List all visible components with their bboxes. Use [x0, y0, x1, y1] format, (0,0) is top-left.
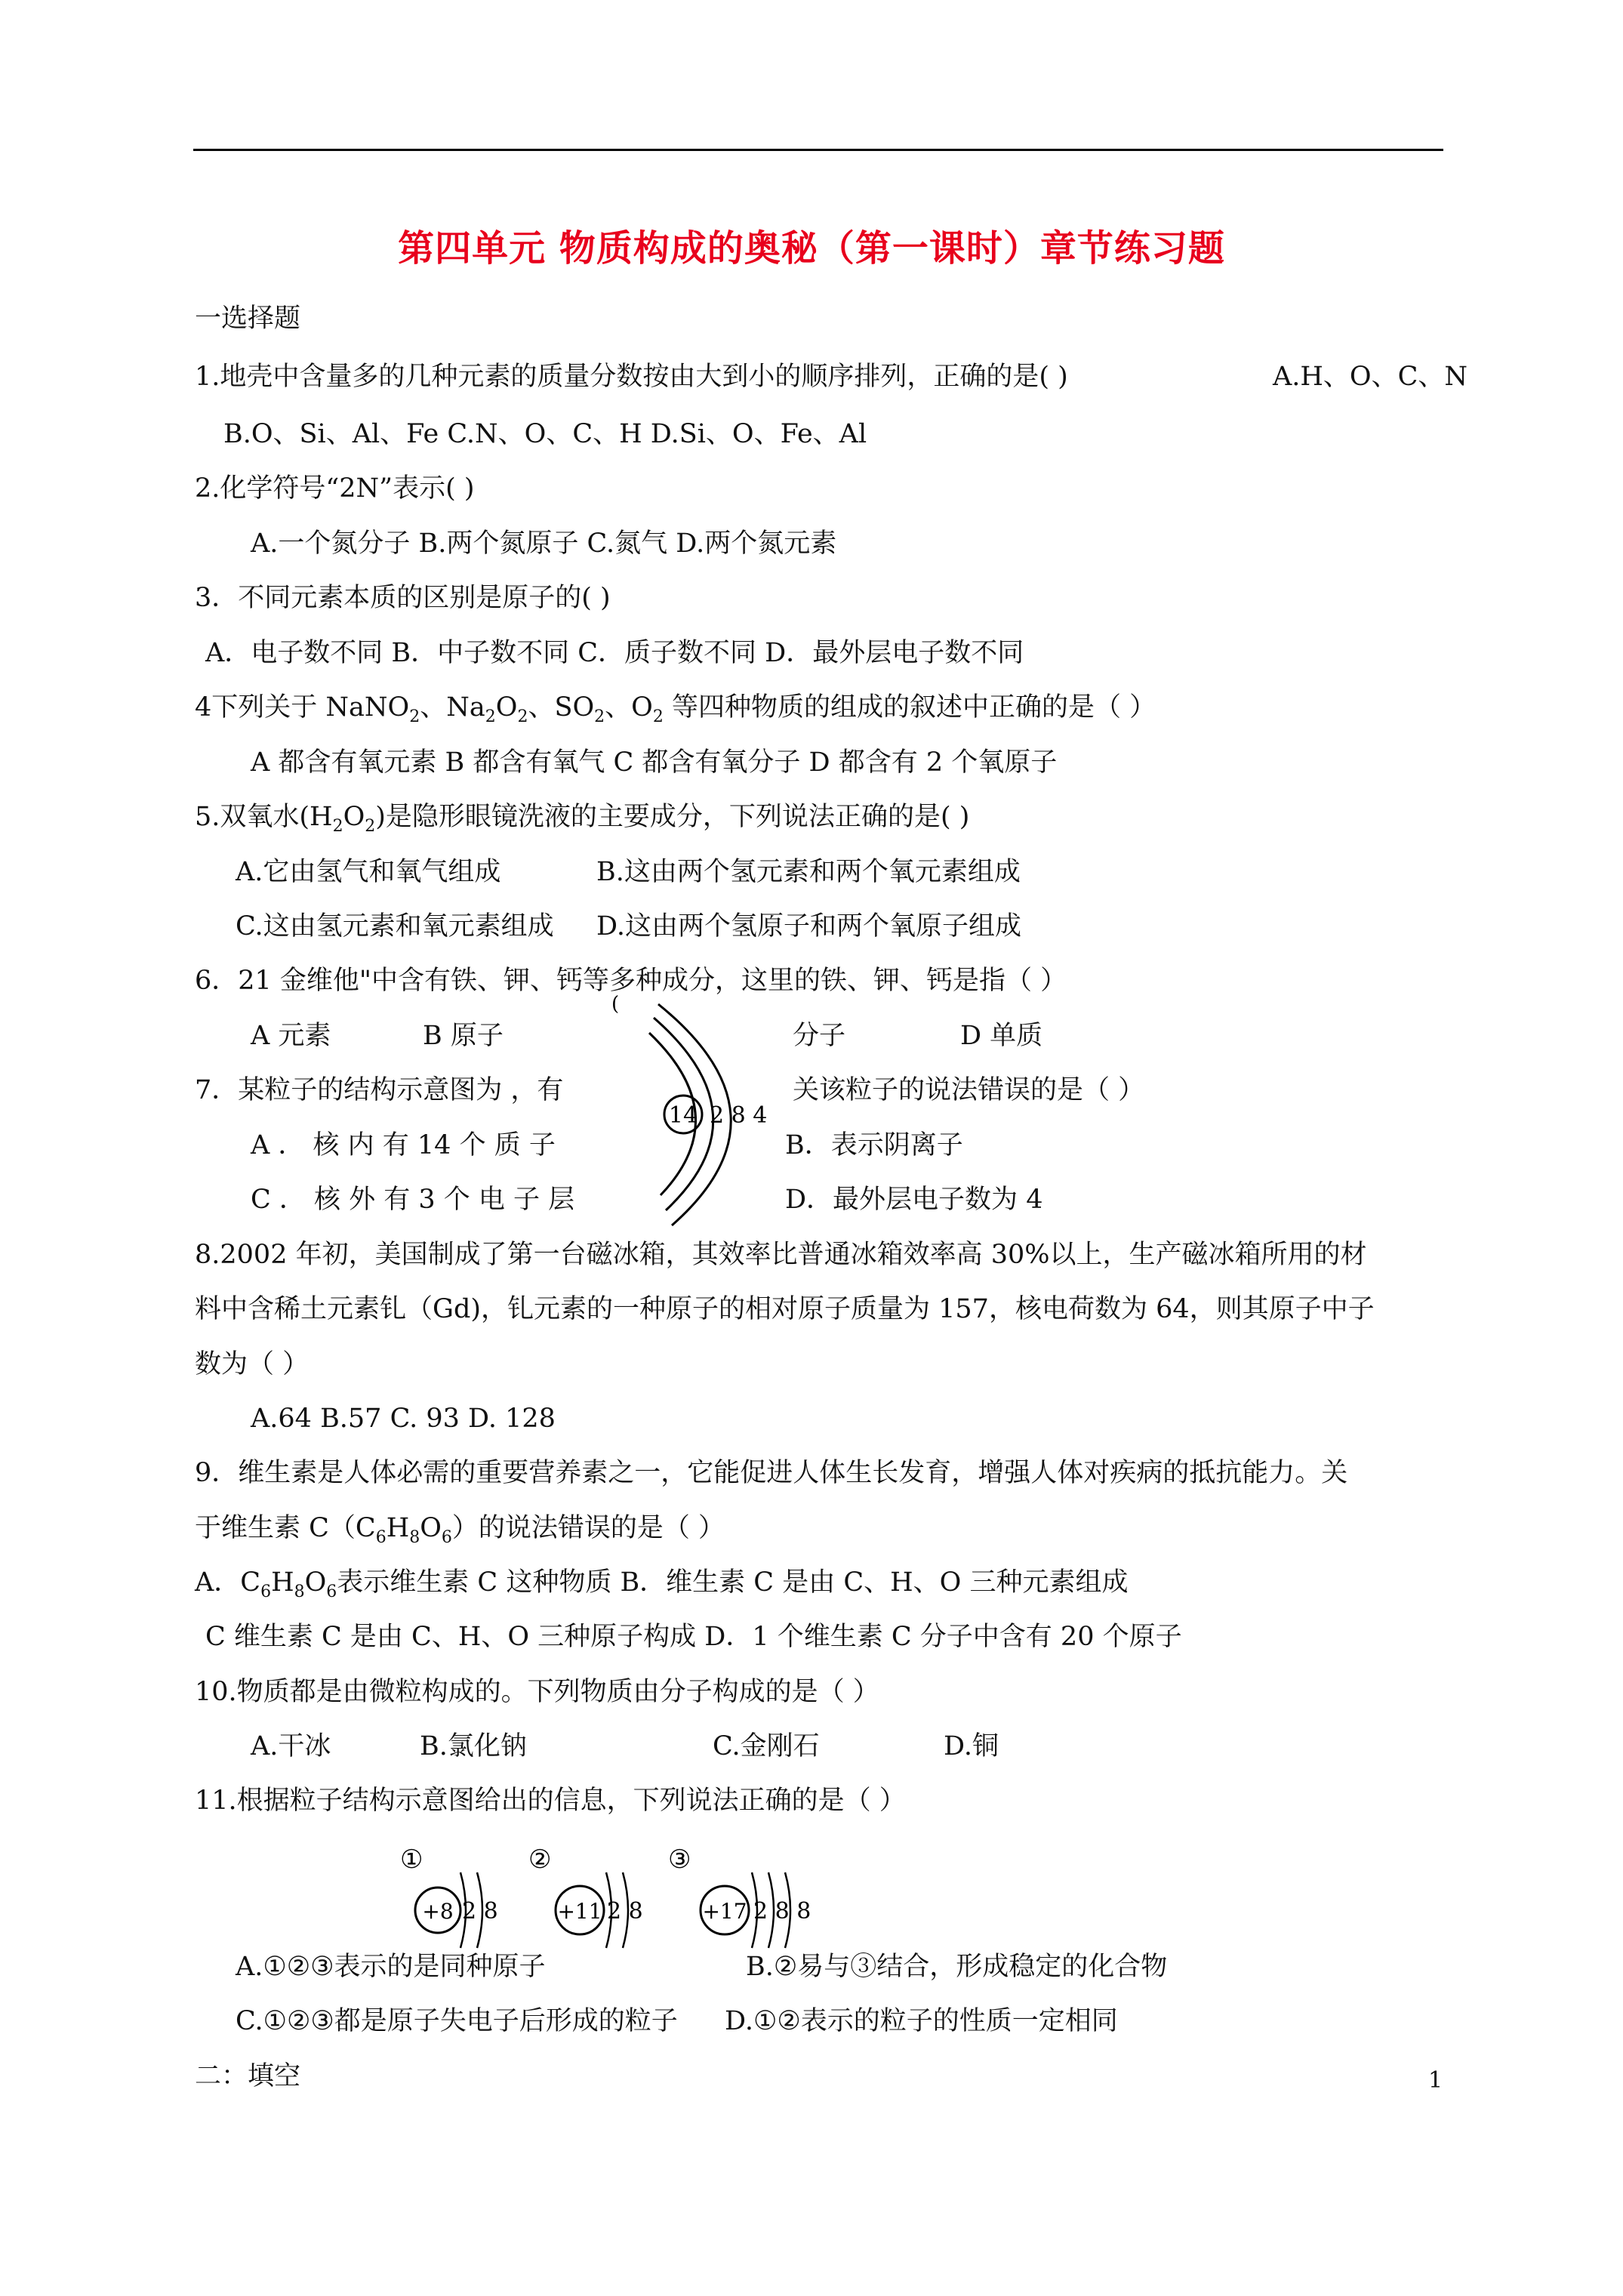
q10-option-d: D.铜	[944, 1731, 999, 1761]
q5-option-b: B.这由两个氢元素和两个氧元素组成	[596, 857, 1021, 887]
q3-stem: 3．不同元素本质的区别是原子的( )	[195, 583, 611, 613]
q8-line-1: 8.2002 年初，美国制成了第一台磁冰箱，其效率比普通冰箱效率高 30%以上，生产磁冰箱所用的材	[195, 1240, 1367, 1270]
q7-option-b: B．表示阴离子	[785, 1130, 963, 1160]
header-rule	[193, 149, 1443, 151]
q11-option-c: C.①②③都是原子失电子后形成的粒子	[236, 2006, 678, 2036]
q10-option-b: B.氯化钠	[420, 1731, 527, 1761]
q5-stem: 5.双氧水$(H_2O_2)$是隐形眼镜洗液的主要成分，下列说法正确的是( )	[195, 802, 970, 836]
q1-stem: 1.地壳中含量多的几种元素的质量分数按由大到小的顺序排列，正确的是( )	[195, 362, 1068, 392]
q11-diagram1-shells: 2 8	[462, 1898, 498, 1925]
q2-options: A.一个氮分子 B.两个氮原子 C.氮气 D.两个氮元素	[251, 529, 837, 559]
q7-stem-part2: 关该粒子的说法错误的是（ ）	[793, 1075, 1145, 1105]
q8-line-2: 料中含稀土元素钆（Gd)，钆元素的一种原子的相对原子质量为 157，核电荷数为 64，则其原子中子	[195, 1294, 1375, 1324]
q5-option-d: D.这由两个氢原子和两个氧原子组成	[596, 911, 1021, 942]
q11-option-a: A.①②③表示的是同种原子	[236, 1952, 546, 1982]
page-title: 第四单元 物质构成的奥秘（第一课时）章节练习题	[398, 227, 1225, 270]
q7-nucleus-label: 14	[668, 1102, 698, 1129]
q11-diagram3-label: ③	[668, 1845, 691, 1875]
q6-option-c: 分子	[793, 1021, 846, 1051]
q7-option-a: A ． 核 内 有 14 个 质 子	[251, 1130, 556, 1160]
q7-shell-electrons: 2 8 4	[710, 1102, 768, 1129]
section-heading-fill: 二：填空	[195, 2061, 301, 2091]
q11-diagram2-label: ②	[528, 1845, 552, 1875]
q8-options: A.64 B.57 C. 93 D. 128	[251, 1404, 556, 1434]
q6-stem: 6．21 金维他"中含有铁、钾、钙等多种成分，这里的铁、钾、钙是指（ ）	[195, 966, 1067, 996]
q7-option-c: C ． 核 外 有 3 个 电 子 层	[251, 1185, 575, 1215]
q8-line-3: 数为（ ）	[195, 1349, 310, 1379]
q7-stem-part1: 7．某粒子的结构示意图为 ，有	[195, 1075, 564, 1105]
q1-options: B.O、Si、Al、Fe C.N、O、C、H D.Si、O、Fe、Al	[223, 419, 867, 449]
q9-line-1: 9．维生素是人体必需的重要营养素之一，它能促进人体生长发育，增强人体对疾病的抵抗能力。关	[195, 1458, 1348, 1488]
q11-diagram2-nucleus-label: +11	[557, 1899, 602, 1924]
q11-diagram1-label: ①	[400, 1845, 423, 1875]
q5-option-a: A.它由氢气和氧气组成	[236, 857, 501, 887]
q9-line-4: C 维生素 C 是由 C、H、O 三种原子构成 D．1 个维生素 C 分子中含有 20 个原子	[205, 1622, 1182, 1652]
q10-option-a: A.干冰	[251, 1731, 331, 1761]
q11-particle-diagrams	[393, 1842, 891, 1963]
q11-diagram2-shells: 2 8	[607, 1898, 643, 1925]
q11-option-d: D.①②表示的粒子的性质一定相同	[725, 2006, 1118, 2036]
q1-option-a: A.H、O、C、N	[1273, 362, 1468, 392]
page-number: 1	[1428, 2067, 1443, 2094]
q6-option-a: A 元素	[251, 1021, 331, 1051]
q2-stem: 2.化学符号“2N”表示( )	[195, 473, 475, 504]
section-heading-choice: 一选择题	[195, 304, 301, 334]
q4-stem: 4下列关于 NaNO$_2$、$Na_2O_2$、$SO_2$、$O_2$ 等四种物质的组成的叙述中正确的是（ ）	[195, 692, 1156, 726]
q10-option-c: C.金刚石	[713, 1731, 820, 1761]
q10-stem: 10.物质都是由微粒构成的。下列物质由分子构成的是（ ）	[195, 1677, 879, 1707]
q4-options: A 都含有氧元素 B 都含有氧气 C 都含有氧分子 D 都含有 2 个氧原子	[251, 747, 1058, 778]
q9-line-3: A．$C_6H_8O_6$表示维生素 C 这种物质 B．维生素 C 是由 C、H、O 三种元素组成	[195, 1567, 1129, 1601]
q6-option-b: B 原子	[423, 1021, 504, 1051]
q7-atom-diagram	[604, 993, 778, 1222]
q7-diagram-tick: (	[611, 993, 620, 1015]
q7-option-d: D．最外层电子数为 4	[785, 1185, 1043, 1215]
q11-stem: 11.根据粒子结构示意图给出的信息，下列说法正确的是（ ）	[195, 1786, 906, 1816]
q9-line-2: 于维生素 $C(C_6H_8O_6)$的说法错误的是（ ）	[195, 1513, 725, 1547]
q5-option-c: C.这由氢元素和氧元素组成	[236, 911, 554, 942]
q11-diagram3-nucleus-label: +17	[702, 1899, 747, 1924]
q3-options: A．电子数不同 B．中子数不同 C．质子数不同 D．最外层电子数不同	[205, 638, 1024, 668]
q6-option-d: D 单质	[960, 1021, 1043, 1051]
q11-diagram3-shells: 2 8 8	[753, 1898, 812, 1925]
q11-diagram1-nucleus-label: +8	[422, 1899, 454, 1924]
q11-option-b: B.②易与③结合，形成稳定的化合物	[746, 1952, 1168, 1982]
